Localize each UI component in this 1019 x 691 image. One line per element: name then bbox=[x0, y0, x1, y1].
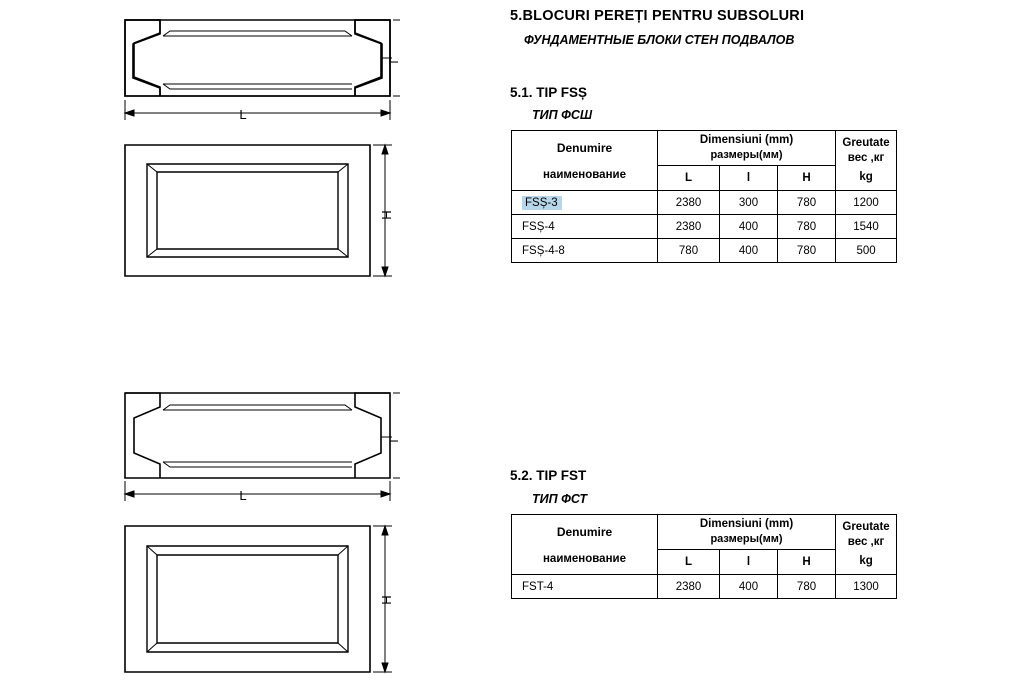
section-subtitle-fst: ТИП ФСТ bbox=[532, 492, 588, 506]
cell-l: 400 bbox=[720, 575, 778, 599]
header-name-cell bbox=[512, 131, 658, 191]
header-name-ro: Denumire bbox=[556, 524, 613, 539]
header-col-l: l bbox=[720, 550, 778, 575]
header-col-l: l bbox=[720, 166, 778, 191]
cell-L: 2380 bbox=[658, 215, 720, 239]
cell-name: FSȘ-4-8 bbox=[512, 239, 658, 263]
header-col-L: L bbox=[658, 166, 720, 191]
header-dimensions-ru: размеры(мм) bbox=[710, 533, 783, 545]
header-col-H: H bbox=[778, 550, 836, 575]
fss-side-label-l: l bbox=[387, 60, 401, 64]
drawing-area bbox=[0, 0, 500, 691]
cell-l: 400 bbox=[720, 215, 778, 239]
table-header-row-1 bbox=[512, 131, 897, 166]
table-fss bbox=[511, 130, 897, 263]
cell-H: 780 bbox=[778, 191, 836, 215]
header-name-cell bbox=[512, 515, 658, 575]
header-weight-unit: kg bbox=[859, 171, 873, 183]
header-dimensions-ro: Dimensiuni (mm) bbox=[699, 518, 794, 530]
cell-l: 300 bbox=[720, 191, 778, 215]
fss-dim-L bbox=[125, 100, 390, 120]
header-name-ru: наименование bbox=[542, 552, 626, 565]
header-weight-cell bbox=[836, 131, 897, 191]
fst-side-label-l: l bbox=[387, 439, 401, 443]
table-row bbox=[512, 575, 897, 599]
header-name-ru: наименование bbox=[542, 168, 626, 181]
table-fst bbox=[511, 514, 897, 599]
header-weight-ru: вес ,кг bbox=[847, 152, 885, 164]
header-dimensions-ro: Dimensiuni (mm) bbox=[699, 134, 794, 146]
header-dimensions-ru: размеры(мм) bbox=[710, 149, 783, 161]
cell-name-text: FSȘ-3 bbox=[522, 196, 562, 210]
cell-kg: 1200 bbox=[836, 191, 897, 215]
fss-side-view bbox=[125, 20, 390, 96]
cell-H: 780 bbox=[778, 575, 836, 599]
text-column bbox=[500, 0, 1019, 691]
fst-side-label-L: L bbox=[239, 488, 247, 503]
fss-front-label-H: H bbox=[379, 210, 394, 220]
table-header-row-1 bbox=[512, 515, 897, 550]
technical-drawings-svg bbox=[0, 0, 500, 691]
header-weight-cell bbox=[836, 515, 897, 575]
cell-H: 780 bbox=[778, 215, 836, 239]
fss-front-view bbox=[125, 145, 370, 276]
fst-front-label-H: H bbox=[379, 595, 394, 605]
fst-dim-L bbox=[125, 481, 390, 501]
header-weight-unit: kg bbox=[859, 555, 873, 567]
cell-L: 2380 bbox=[658, 191, 720, 215]
document-subtitle: ФУНДАМЕНТНЫЕ БЛОКИ СТЕН ПОДВАЛОВ bbox=[524, 33, 795, 47]
table-row bbox=[512, 215, 897, 239]
cell-l: 400 bbox=[720, 239, 778, 263]
table-row bbox=[512, 239, 897, 263]
cell-name bbox=[512, 191, 658, 215]
header-col-L: L bbox=[658, 550, 720, 575]
cell-kg: 1300 bbox=[836, 575, 897, 599]
cell-name: FST-4 bbox=[512, 575, 658, 599]
header-weight-ru: вес ,кг bbox=[847, 536, 885, 548]
cell-name: FSȘ-4 bbox=[512, 215, 658, 239]
fss-side-label-L: L bbox=[239, 107, 247, 122]
header-name-ro: Denumire bbox=[556, 140, 613, 155]
cell-kg: 1540 bbox=[836, 215, 897, 239]
section-title-fst: 5.2. TIP FST bbox=[510, 468, 587, 483]
header-weight-ro: Greutate bbox=[842, 521, 890, 533]
cell-H: 780 bbox=[778, 239, 836, 263]
section-title-fss: 5.1. TIP FSȘ bbox=[510, 85, 588, 100]
fst-front-view bbox=[125, 526, 370, 672]
cell-L: 780 bbox=[658, 239, 720, 263]
fst-side-view bbox=[125, 393, 390, 478]
header-col-H: H bbox=[778, 166, 836, 191]
document-title: 5.BLOCURI PEREȚI PENTRU SUBSOLURI bbox=[510, 8, 805, 24]
header-dimensions-cell bbox=[658, 131, 836, 166]
cell-kg: 500 bbox=[836, 239, 897, 263]
table-row bbox=[512, 191, 897, 215]
cell-L: 2380 bbox=[658, 575, 720, 599]
header-weight-ro: Greutate bbox=[842, 137, 890, 149]
section-subtitle-fss: ТИП ФСШ bbox=[532, 108, 593, 122]
header-dimensions-cell bbox=[658, 515, 836, 550]
